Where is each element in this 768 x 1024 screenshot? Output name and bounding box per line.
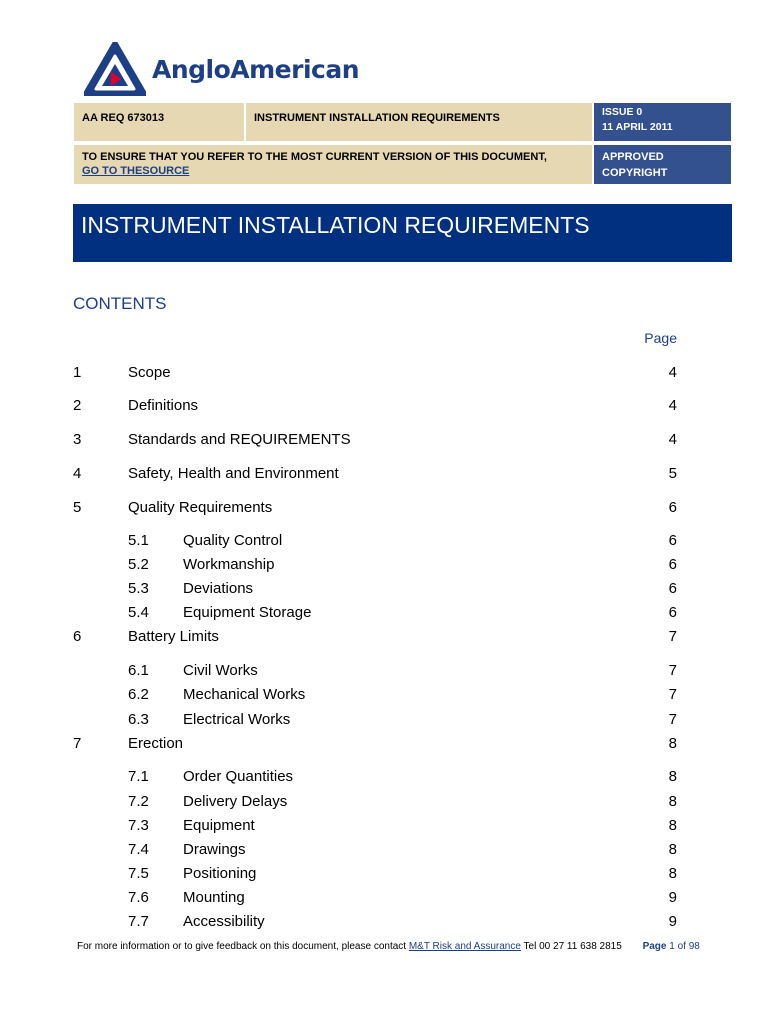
toc-entry-page: 8 [668,841,677,858]
toc-entry[interactable] [0,556,768,576]
toc-entry-number: 6.3 [128,711,149,728]
toc-entry-number: 6.1 [128,662,149,679]
toc-entry-label: Quality Control [183,532,283,549]
toc-entry[interactable] [0,865,768,885]
toc-entry-page: 4 [668,397,677,414]
toc-entry-page: 7 [668,628,677,645]
toc-entry[interactable] [0,735,768,755]
toc-entry-label: Electrical Works [183,711,291,728]
toc-entry-label: Safety, Health and Environment [128,465,339,482]
approved-label: APPROVED [602,151,664,163]
toc-entry-number: 7 [73,735,82,752]
footer-page-label: Page [642,941,667,952]
toc-entry-number: 5 [73,499,82,516]
toc-entry-number: 7.5 [128,865,149,882]
toc-entry-number: 5.1 [128,532,149,549]
toc-entry[interactable] [0,532,768,552]
toc-entry[interactable] [0,465,768,485]
contents-heading: CONTENTS [73,294,167,313]
toc-entry[interactable] [0,628,768,648]
toc-entry-page: 4 [668,431,677,448]
toc-entry-page: 6 [668,580,677,597]
notice-cell [74,145,592,184]
toc-entry-label: Civil Works [183,662,258,679]
toc-entry-label: Definitions [128,397,199,414]
footer-tel: Tel 00 27 11 638 2815 [523,941,622,952]
toc-entry-page: 6 [668,556,677,573]
toc-entry[interactable] [0,604,768,624]
banner-title: INSTRUMENT INSTALLATION REQUIREMENTS [81,212,590,238]
toc-entry-number: 6 [73,628,82,645]
notice-text: TO ENSURE THAT YOU REFER TO THE MOST CURRENT VERSION OF THIS DOCUMENT, [82,151,547,163]
page-column-header: Page [644,330,677,346]
toc-entry-label: Mounting [183,889,245,906]
thesource-link[interactable]: GO TO THESOURCE [82,165,190,177]
toc-entry[interactable] [0,397,768,417]
toc-entry-page: 9 [668,889,677,906]
toc-entry-label: Mechanical Works [183,686,306,703]
toc-entry-page: 8 [668,768,677,785]
toc-entry-label: Standards and REQUIREMENTS [128,431,351,448]
title-banner [73,204,732,262]
toc-entry[interactable] [0,686,768,706]
toc-entry-number: 5.2 [128,556,149,573]
anglo-american-logo [84,42,359,96]
toc-entry-number: 1 [73,364,82,381]
toc-entry-page: 6 [668,604,677,621]
toc-entry-number: 6.2 [128,686,149,703]
toc-entry[interactable] [0,580,768,600]
toc-entry[interactable] [0,364,768,384]
toc-entry-label: Workmanship [183,556,275,573]
toc-entry[interactable] [0,711,768,731]
toc-entry-page: 8 [668,793,677,810]
toc-entry[interactable] [0,662,768,682]
toc-entry-number: 7.4 [128,841,149,858]
toc-entry-page: 8 [668,817,677,834]
toc-entry-label: Scope [128,364,171,381]
toc-entry-label: Quality Requirements [128,499,273,516]
toc-entry-number: 7.6 [128,889,149,906]
footer-page-total: of 98 [677,941,700,952]
footer-contact-link[interactable]: M&T Risk and Assurance [408,941,521,952]
toc-entry[interactable] [0,889,768,909]
doc-title: INSTRUMENT INSTALLATION REQUIREMENTS [254,112,500,124]
anglo-american-mark-icon [84,42,146,96]
toc-entry[interactable] [0,913,768,933]
doc-ref: AA REQ 673013 [82,112,165,124]
toc-entry-page: 7 [668,711,677,728]
issue-date: 11 APRIL 2011 [602,121,673,133]
toc-entry-label: Equipment [183,817,255,834]
footer-page-current: 1 [669,941,675,952]
toc-entry-number: 7.1 [128,768,149,785]
toc-entry-label: Battery Limits [128,628,219,645]
doc-title-cell [246,103,592,141]
toc-entry-page: 7 [668,662,677,679]
toc-entry-label: Equipment Storage [183,604,312,621]
toc-entry-number: 5.4 [128,604,149,621]
toc-entry[interactable] [0,793,768,813]
toc-entry-number: 7.2 [128,793,149,810]
footer [77,941,700,952]
toc-entry-number: 4 [73,465,82,482]
toc-entry-page: 9 [668,913,677,930]
toc-entry-number: 2 [73,397,82,414]
toc-entry-label: Deviations [183,580,254,597]
toc-entry[interactable] [0,841,768,861]
toc-entry-number: 7.7 [128,913,149,930]
toc-entry-page: 8 [668,865,677,882]
footer-text: For more information or to give feedback on this document, please contact [77,941,407,952]
issue-cell [594,103,731,141]
toc-entry-number: 7.3 [128,817,149,834]
toc-entry-page: 6 [668,532,677,549]
toc-entry-page: 8 [668,735,677,752]
toc-entry[interactable] [0,499,768,519]
toc-entry-page: 6 [668,499,677,516]
toc-entry-page: 4 [668,364,677,381]
toc-entry[interactable] [0,817,768,837]
approval-cell [594,145,731,184]
toc-entry-label: Positioning [183,865,257,882]
brand-name: AngloAmerican [152,54,360,84]
issue-label: ISSUE 0 [602,106,643,118]
toc-entry-number: 3 [73,431,82,448]
toc-entry-page: 5 [668,465,677,482]
toc-entry-label: Erection [128,735,184,752]
toc-entry[interactable] [0,431,768,451]
toc-entry-number: 5.3 [128,580,149,597]
toc-entry-label: Drawings [183,841,246,858]
toc-entry-label: Accessibility [183,913,265,930]
toc-entry-label: Order Quantities [183,768,294,785]
toc-entry-page: 7 [668,686,677,703]
copyright-label: COPYRIGHT [602,167,668,179]
toc-entry-label: Delivery Delays [183,793,288,810]
toc-entry[interactable] [0,768,768,788]
doc-ref-cell [74,103,244,141]
